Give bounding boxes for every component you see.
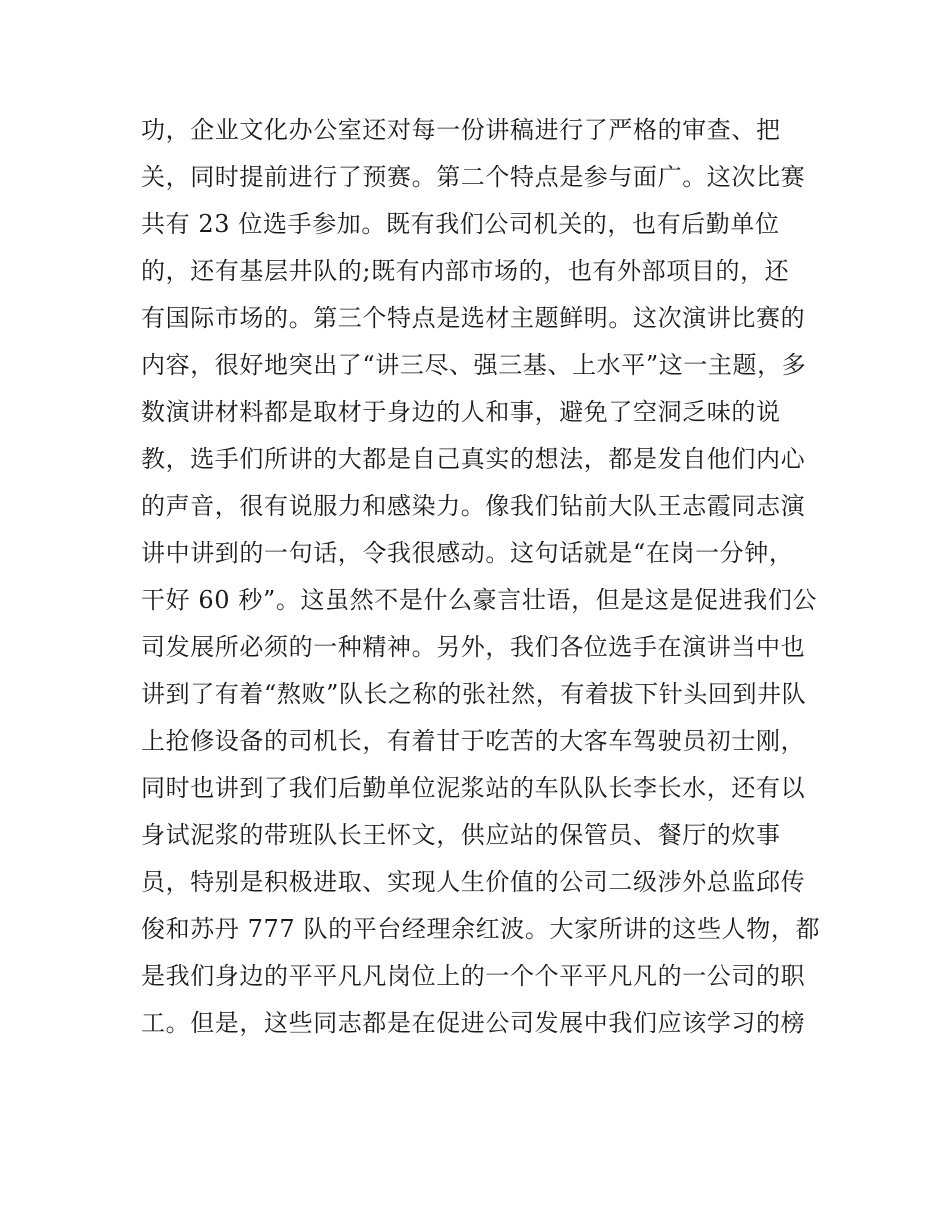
- text-line: 干好 60 秒”。这虽然不是什么豪言壮语，但是这是促进我们公: [141, 586, 818, 614]
- text-line: 工。但是，这些同志都是在促进公司发展中我们应该学习的榜: [141, 1009, 806, 1037]
- text-line: 教，选手们所讲的大都是自己真实的想法，都是发自他们内心: [141, 445, 806, 473]
- text-line: 功，企业文化办公室还对每一份讲稿进行了严格的审查、把: [141, 116, 781, 144]
- text-line: 司发展所必须的一种精神。另外，我们各位选手在演讲当中也: [141, 633, 806, 661]
- text-line: 内容，很好地突出了“讲三尽、强三基、上水平”这一主题，多: [141, 351, 807, 379]
- text-line: 身试泥浆的带班队长王怀文，供应站的保管员、餐厅的炊事: [141, 821, 781, 849]
- text-line: 共有 23 位选手参加。既有我们公司机关的，也有后勤单位: [141, 210, 780, 238]
- text-line: 数演讲材料都是取材于身边的人和事，避免了空洞乏味的说: [141, 398, 781, 426]
- text-line: 讲中讲到的一句话，令我很感动。这句话就是“在岗一分钟，: [141, 539, 794, 567]
- body-text: [141, 107, 821, 1047]
- text-line: 讲到了有着“熬败”队长之称的张社然，有着拔下针头回到井队: [141, 680, 807, 708]
- text-line: 俊和苏丹 777 队的平台经理余红波。大家所讲的这些人物，都: [141, 915, 821, 943]
- text-line: 员，特别是积极进取、实现人生价值的公司二级涉外总监邱传: [141, 868, 806, 896]
- text-line: 上抢修设备的司机长，有着甘于吃苦的大客车驾驶员初士刚，: [141, 727, 806, 755]
- text-line: 的声音，很有说服力和感染力。像我们钻前大队王志霞同志演: [141, 492, 806, 520]
- text-line: 有国际市场的。第三个特点是选材主题鲜明。这次演讲比赛的: [141, 304, 806, 332]
- text-line: 同时也讲到了我们后勤单位泥浆站的车队队长李长水，还有以: [141, 774, 806, 802]
- text-line: 关，同时提前进行了预赛。第二个特点是参与面广。这次比赛: [141, 163, 806, 191]
- text-line: 的，还有基层井队的;既有内部市场的，也有外部项目的，还: [141, 257, 790, 285]
- text-line: 是我们身边的平平凡凡岗位上的一个个平平凡凡的一公司的职: [141, 962, 806, 990]
